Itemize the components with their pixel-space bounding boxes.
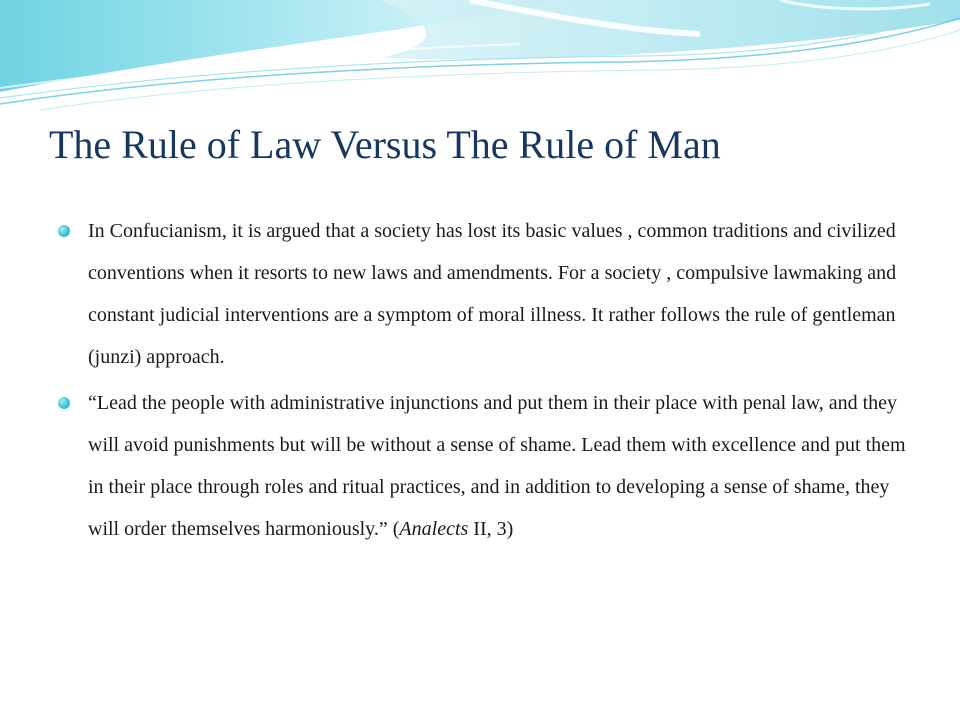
citation-rest: II, 3): [468, 518, 514, 540]
bullet-dot-icon: [58, 225, 70, 237]
bullet-text: In Confucianism, it is argued that a society has lost its basic values , common traditions and civilized conventions when it resorts to new laws and amendments. For a society , compulsive lawmaking and constant judicial interventions are a symptom of moral illness. It rather follows the rule of gentleman (junzi) approach.: [88, 220, 897, 368]
slide-title: The Rule of Law Versus The Rule of Man: [49, 122, 721, 167]
bullet-item-1: [58, 210, 918, 378]
citation-work: Analects: [399, 518, 469, 540]
citation-open: (: [387, 518, 400, 540]
bullet-list: [58, 210, 918, 550]
header-wave-decoration: [0, 0, 960, 140]
bullet-item-2: [58, 382, 918, 550]
bullet-dot-icon: [58, 397, 70, 409]
quote-text: “Lead the people with administrative injunctions and put them in their place with penal law, and they will avoid punishments but will be without a sense of shame. Lead them with excellence and put them in their place through roles and ritual practices, and in addition to developing a sense of shame, they will order themselves harmoniously.”: [88, 392, 906, 540]
